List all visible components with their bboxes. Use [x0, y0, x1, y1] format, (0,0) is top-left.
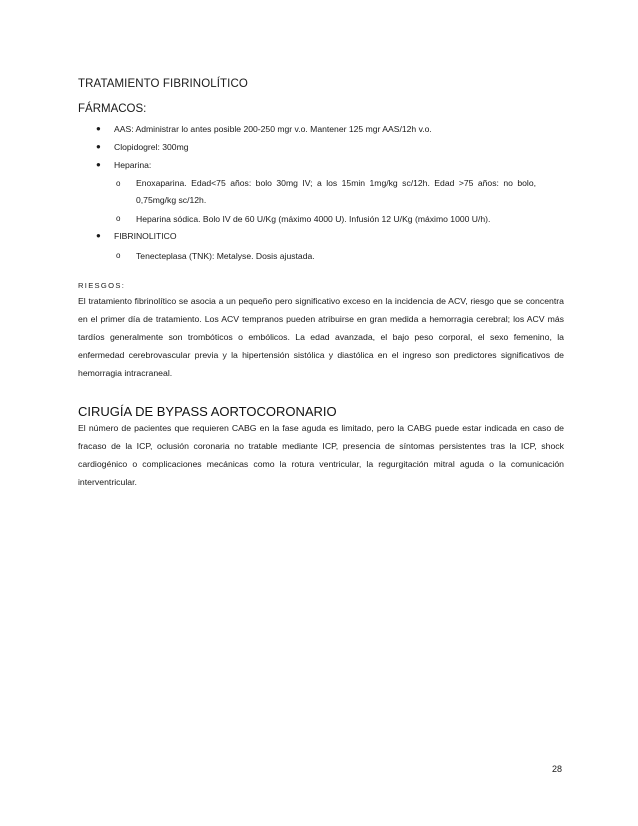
list-item-text: FIBRINOLITICO [114, 231, 177, 241]
list-item-clopidogrel [96, 140, 536, 154]
cabg-section-title: CIRUGÍA DE BYPASS AORTOCORONARIO [78, 404, 337, 419]
riesgos-label: RIESGOS: [78, 281, 126, 290]
heparina-sublist [116, 175, 536, 226]
hollow-circle-bullet-icon: o [116, 214, 121, 223]
sublist-item-text: Heparina sódica. Bolo IV de 60 U/Kg (máximo 4000 U). Infusión 12 U/Kg (máximo 1000 U/h). [136, 214, 491, 224]
list-item-text: Heparina: [114, 160, 152, 170]
sublist-item-text: Enoxaparina. Edad<75 años: bolo 30mg IV; a los 15min 1mg/kg sc/12h. Edad >75 años: no bolo, 0,75mg/kg sc/12h. [136, 178, 536, 205]
sublist-item-enoxaparina [116, 175, 536, 209]
page-number: 28 [552, 764, 563, 774]
farmacos-list [96, 122, 536, 263]
bullet-icon: ● [96, 142, 101, 151]
list-item-text: AAS: Administrar lo antes posible 200-250 mgr v.o. Mantener 125 mgr AAS/12h v.o. [114, 124, 432, 134]
list-item-heparina [96, 158, 536, 172]
bullet-icon: ● [96, 231, 101, 240]
hollow-circle-bullet-icon: o [116, 251, 121, 260]
fibrinolitico-sublist [116, 249, 536, 263]
riesgos-paragraph: El tratamiento fibrinolítico se asocia a un pequeño pero significativo exceso en la incidencia de ACV, riesgo que se concentra en el primer día de tratamiento. Los ACV tempranos pueden atribuirse en gran medida a hemorragia cerebral; los ACV más tardíos generalmente son trombóticos o embólicos. La edad avanzada, el bajo peso corporal, el sexo femenino, la enfermedad cerebrovascular previa y la hipertensión sistólica y diastólica en el ingreso son predictores significativos de hemorragia intracraneal. [78, 296, 564, 378]
heading-tratamiento-fibrinolitico: TRATAMIENTO FIBRINOLÍTICO [78, 78, 248, 90]
hollow-circle-bullet-icon: o [116, 179, 121, 188]
list-item-fibrinolitico [96, 229, 536, 243]
farmacos-label: FÁRMACOS: [78, 103, 147, 115]
list-item-aas [96, 122, 536, 136]
sublist-item-heparina-sodica [116, 212, 536, 226]
sublist-item-tenecteplasa [116, 249, 536, 263]
list-item-text: Clopidogrel: 300mg [114, 142, 189, 152]
sublist-item-text: Tenecteplasa (TNK): Metalyse. Dosis ajustada. [136, 251, 315, 261]
bullet-icon: ● [96, 160, 101, 169]
cabg-paragraph: El número de pacientes que requieren CABG en la fase aguda es limitado, pero la CABG puede estar indicada en caso de fracaso de la ICP, oclusión coronaria no tratable mediante ICP, presencia de síntomas persistentes tras la ICP, shock cardiogénico o complicaciones mecánicas como la rotura ventricular, la regurgitación mitral aguda o la comunicación interventricular. [78, 423, 564, 487]
bullet-icon: ● [96, 124, 101, 133]
